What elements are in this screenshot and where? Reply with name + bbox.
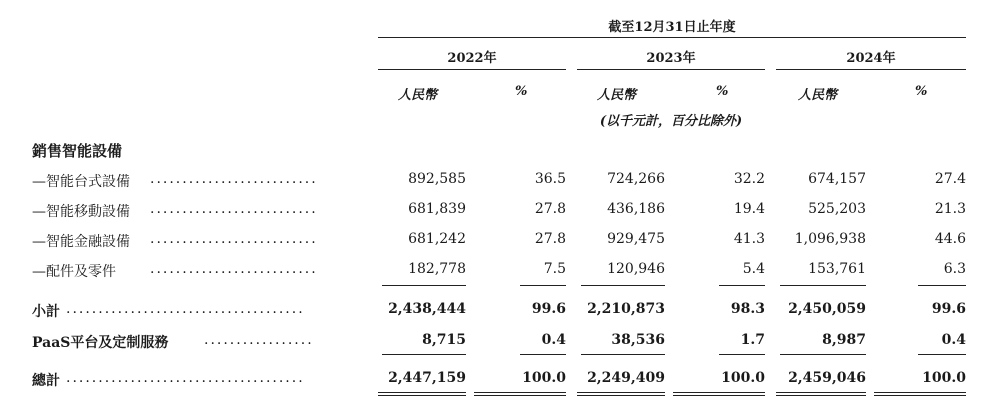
cell-2024-rmb: 2,459,046 bbox=[788, 370, 866, 386]
unit-note: (以千元計，百分比除外) bbox=[599, 114, 743, 129]
row-label: —智能台式設備 bbox=[32, 174, 130, 190]
cell-2024-rmb: 2,450,059 bbox=[788, 301, 866, 317]
cell-2022-pct: 36.5 bbox=[534, 171, 566, 187]
double-rule-2023-pct bbox=[673, 392, 765, 396]
cell-2022-rmb: 2,447,159 bbox=[388, 370, 466, 386]
total-rule-2024-rmb bbox=[780, 354, 866, 355]
total-label: 總計 bbox=[32, 373, 60, 389]
cell-2023-rmb: 724,266 bbox=[607, 171, 665, 187]
year-rule-2023 bbox=[577, 69, 765, 70]
total-rule-2024-pct bbox=[918, 354, 966, 355]
total-rule-2022-pct bbox=[520, 354, 566, 355]
double-rule-2024-pct bbox=[874, 392, 966, 396]
cell-2024-rmb: 1,096,938 bbox=[794, 231, 866, 247]
row-label: —智能金融設備 bbox=[32, 234, 130, 250]
cell-2022-rmb: 182,778 bbox=[408, 261, 466, 277]
cell-2023-rmb: 929,475 bbox=[607, 231, 665, 247]
leader-dots: ..................................... bbox=[66, 301, 305, 317]
cell-2024-rmb: 525,203 bbox=[808, 201, 866, 217]
subtotal-rule-2024-rmb bbox=[780, 285, 866, 286]
leader-dots: .......................... bbox=[150, 201, 318, 217]
double-rule-2022-pct bbox=[474, 392, 566, 396]
cell-2023-rmb: 120,946 bbox=[607, 261, 665, 277]
cell-2022-rmb: 8,715 bbox=[422, 332, 466, 348]
subtotal-rule-2022-rmb bbox=[382, 285, 466, 286]
cell-2022-rmb: 892,585 bbox=[408, 171, 466, 187]
col-pct-2024: % bbox=[915, 84, 928, 99]
cell-2023-pct: 5.4 bbox=[742, 261, 765, 277]
double-rule-2022-rmb bbox=[378, 392, 466, 396]
cell-2024-rmb: 8,987 bbox=[822, 332, 866, 348]
cell-2024-pct: 44.6 bbox=[934, 231, 966, 247]
subtotal-rule-2023-rmb bbox=[581, 285, 665, 286]
leader-dots: .......................... bbox=[150, 261, 318, 277]
leader-dots: ..................................... bbox=[66, 370, 305, 386]
double-rule-2023-rmb bbox=[577, 392, 665, 396]
cell-2024-pct: 100.0 bbox=[922, 370, 966, 386]
col-rmb-2023: 人民幣 bbox=[597, 88, 637, 103]
cell-2023-rmb: 2,249,409 bbox=[587, 370, 665, 386]
period-rule bbox=[378, 37, 966, 38]
subtotal-label: 小計 bbox=[32, 304, 60, 320]
leader-dots: .......................... bbox=[150, 171, 318, 187]
col-rmb-2024: 人民幣 bbox=[798, 88, 838, 103]
total-rule-2023-pct bbox=[719, 354, 765, 355]
cell-2024-pct: 27.4 bbox=[934, 171, 966, 187]
cell-2022-pct: 27.8 bbox=[534, 201, 566, 217]
leader-dots: .......................... bbox=[150, 231, 318, 247]
period-title: 截至12月31日止年度 bbox=[608, 20, 736, 35]
year-rule-2024 bbox=[776, 69, 966, 70]
cell-2023-pct: 32.2 bbox=[733, 171, 765, 187]
total-rule-2023-rmb bbox=[581, 354, 665, 355]
cell-2023-rmb: 38,536 bbox=[611, 332, 665, 348]
year-2024: 2024年 bbox=[846, 51, 896, 66]
row-label: —配件及零件 bbox=[32, 264, 116, 280]
cell-2024-pct: 0.4 bbox=[941, 332, 966, 348]
cell-2022-pct: 99.6 bbox=[531, 301, 566, 317]
col-pct-2022: % bbox=[515, 84, 528, 99]
cell-2022-rmb: 2,438,444 bbox=[388, 301, 466, 317]
row-label: —智能移動設備 bbox=[32, 204, 130, 220]
double-rule-2024-rmb bbox=[776, 392, 866, 396]
cell-2024-pct: 6.3 bbox=[943, 261, 966, 277]
cell-2023-rmb: 2,210,873 bbox=[587, 301, 665, 317]
col-rmb-2022: 人民幣 bbox=[398, 88, 438, 103]
col-pct-2023: % bbox=[716, 84, 729, 99]
cell-2022-rmb: 681,242 bbox=[408, 231, 466, 247]
section-title: 銷售智能設備 bbox=[32, 142, 123, 160]
cell-2024-rmb: 153,761 bbox=[808, 261, 866, 277]
cell-2023-rmb: 436,186 bbox=[607, 201, 665, 217]
subtotal-rule-2023-pct bbox=[719, 285, 765, 286]
cell-2023-pct: 1.7 bbox=[740, 332, 765, 348]
cell-2022-pct: 100.0 bbox=[522, 370, 566, 386]
total-rule-2022-rmb bbox=[382, 354, 466, 355]
leader-dots: ................. bbox=[204, 332, 314, 348]
paas-label: PaaS平台及定制服務 bbox=[32, 335, 169, 351]
year-2023: 2023年 bbox=[646, 51, 696, 66]
year-2022: 2022年 bbox=[447, 51, 497, 66]
cell-2024-pct: 99.6 bbox=[931, 301, 966, 317]
subtotal-rule-2024-pct bbox=[918, 285, 966, 286]
cell-2023-pct: 19.4 bbox=[733, 201, 765, 217]
cell-2023-pct: 98.3 bbox=[730, 301, 765, 317]
cell-2022-pct: 27.8 bbox=[534, 231, 566, 247]
cell-2022-pct: 7.5 bbox=[543, 261, 566, 277]
cell-2024-rmb: 674,157 bbox=[808, 171, 866, 187]
cell-2023-pct: 41.3 bbox=[733, 231, 765, 247]
year-rule-2022 bbox=[378, 69, 566, 70]
cell-2022-pct: 0.4 bbox=[541, 332, 566, 348]
cell-2023-pct: 100.0 bbox=[721, 370, 765, 386]
subtotal-rule-2022-pct bbox=[520, 285, 566, 286]
cell-2024-pct: 21.3 bbox=[934, 201, 966, 217]
cell-2022-rmb: 681,839 bbox=[408, 201, 466, 217]
